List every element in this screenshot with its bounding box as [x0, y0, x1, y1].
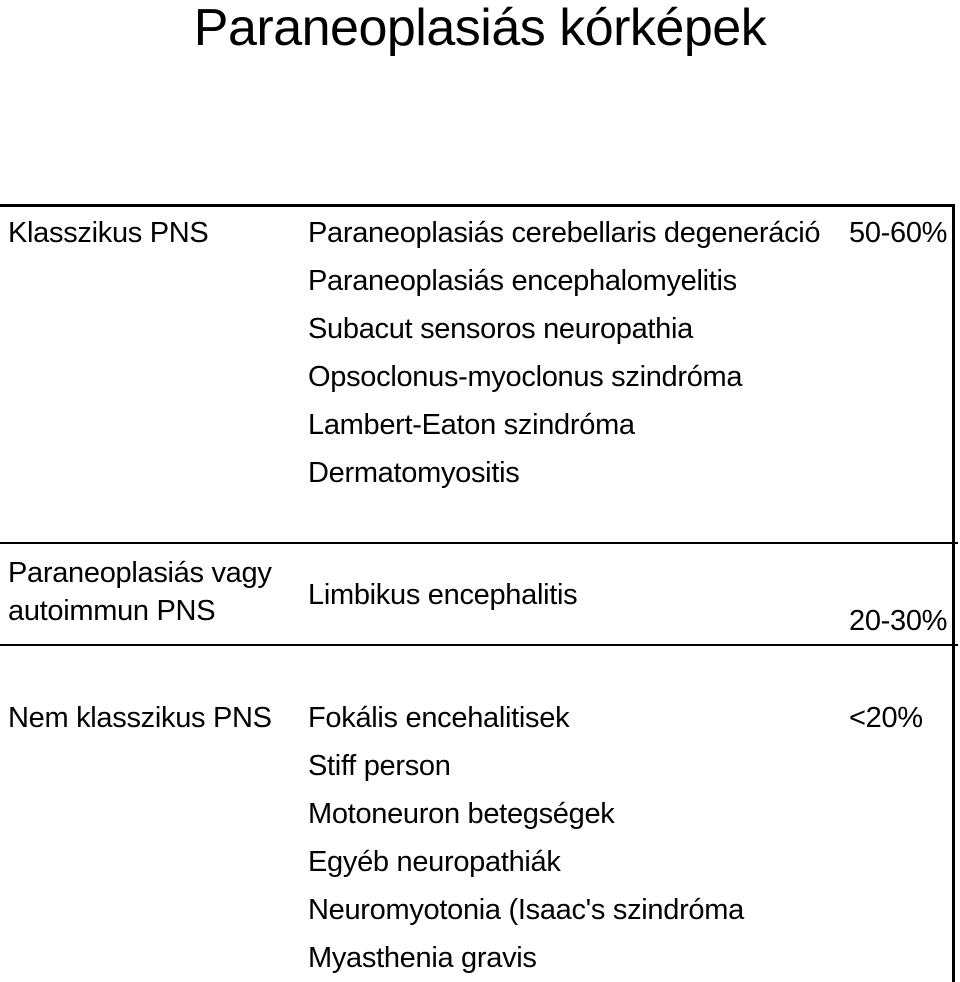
condition-item: Myasthenia gravis	[308, 942, 537, 974]
conditions-non-classic	[308, 694, 744, 982]
condition-item: Stiff person	[308, 750, 451, 782]
condition-item: Limbikus encephalitis	[308, 579, 578, 611]
category-line: Paraneoplasiás vagy	[8, 557, 272, 589]
conditions-classic	[308, 209, 820, 497]
percentage-classic: 50-60%	[849, 217, 948, 249]
condition-item: Dermatomyositis	[308, 457, 520, 489]
condition-item: Fokális encehalitisek	[308, 702, 570, 734]
condition-item: Paraneoplasiás cerebellaris degeneráció	[308, 217, 821, 249]
condition-item: Neuromyotonia (Isaac's szindróma	[308, 894, 744, 926]
row-divider	[0, 542, 958, 544]
page-title: Paraneoplasiás kórképek	[193, 0, 767, 57]
condition-item: Opsoclonus-myoclonus szindróma	[308, 361, 743, 393]
category-non-classic: Nem klasszikus PNS	[8, 702, 272, 734]
row-divider	[0, 644, 958, 646]
percentage-autoimmune: 20-30%	[849, 605, 948, 637]
condition-item: Subacut sensoros neuropathia	[308, 313, 693, 345]
percentage-non-classic: <20%	[849, 702, 923, 734]
condition-item: Paraneoplasiás encephalomyelitis	[308, 265, 737, 297]
category-line: autoimmun PNS	[8, 595, 216, 627]
category-paraneoplastic-or-autoimmune	[8, 554, 272, 630]
condition-item: Egyéb neuropathiák	[308, 846, 561, 878]
condition-item: Motoneuron betegségek	[308, 798, 615, 830]
category-classic: Klasszikus PNS	[8, 217, 209, 249]
condition-item: Lambert-Eaton szindróma	[308, 409, 635, 441]
